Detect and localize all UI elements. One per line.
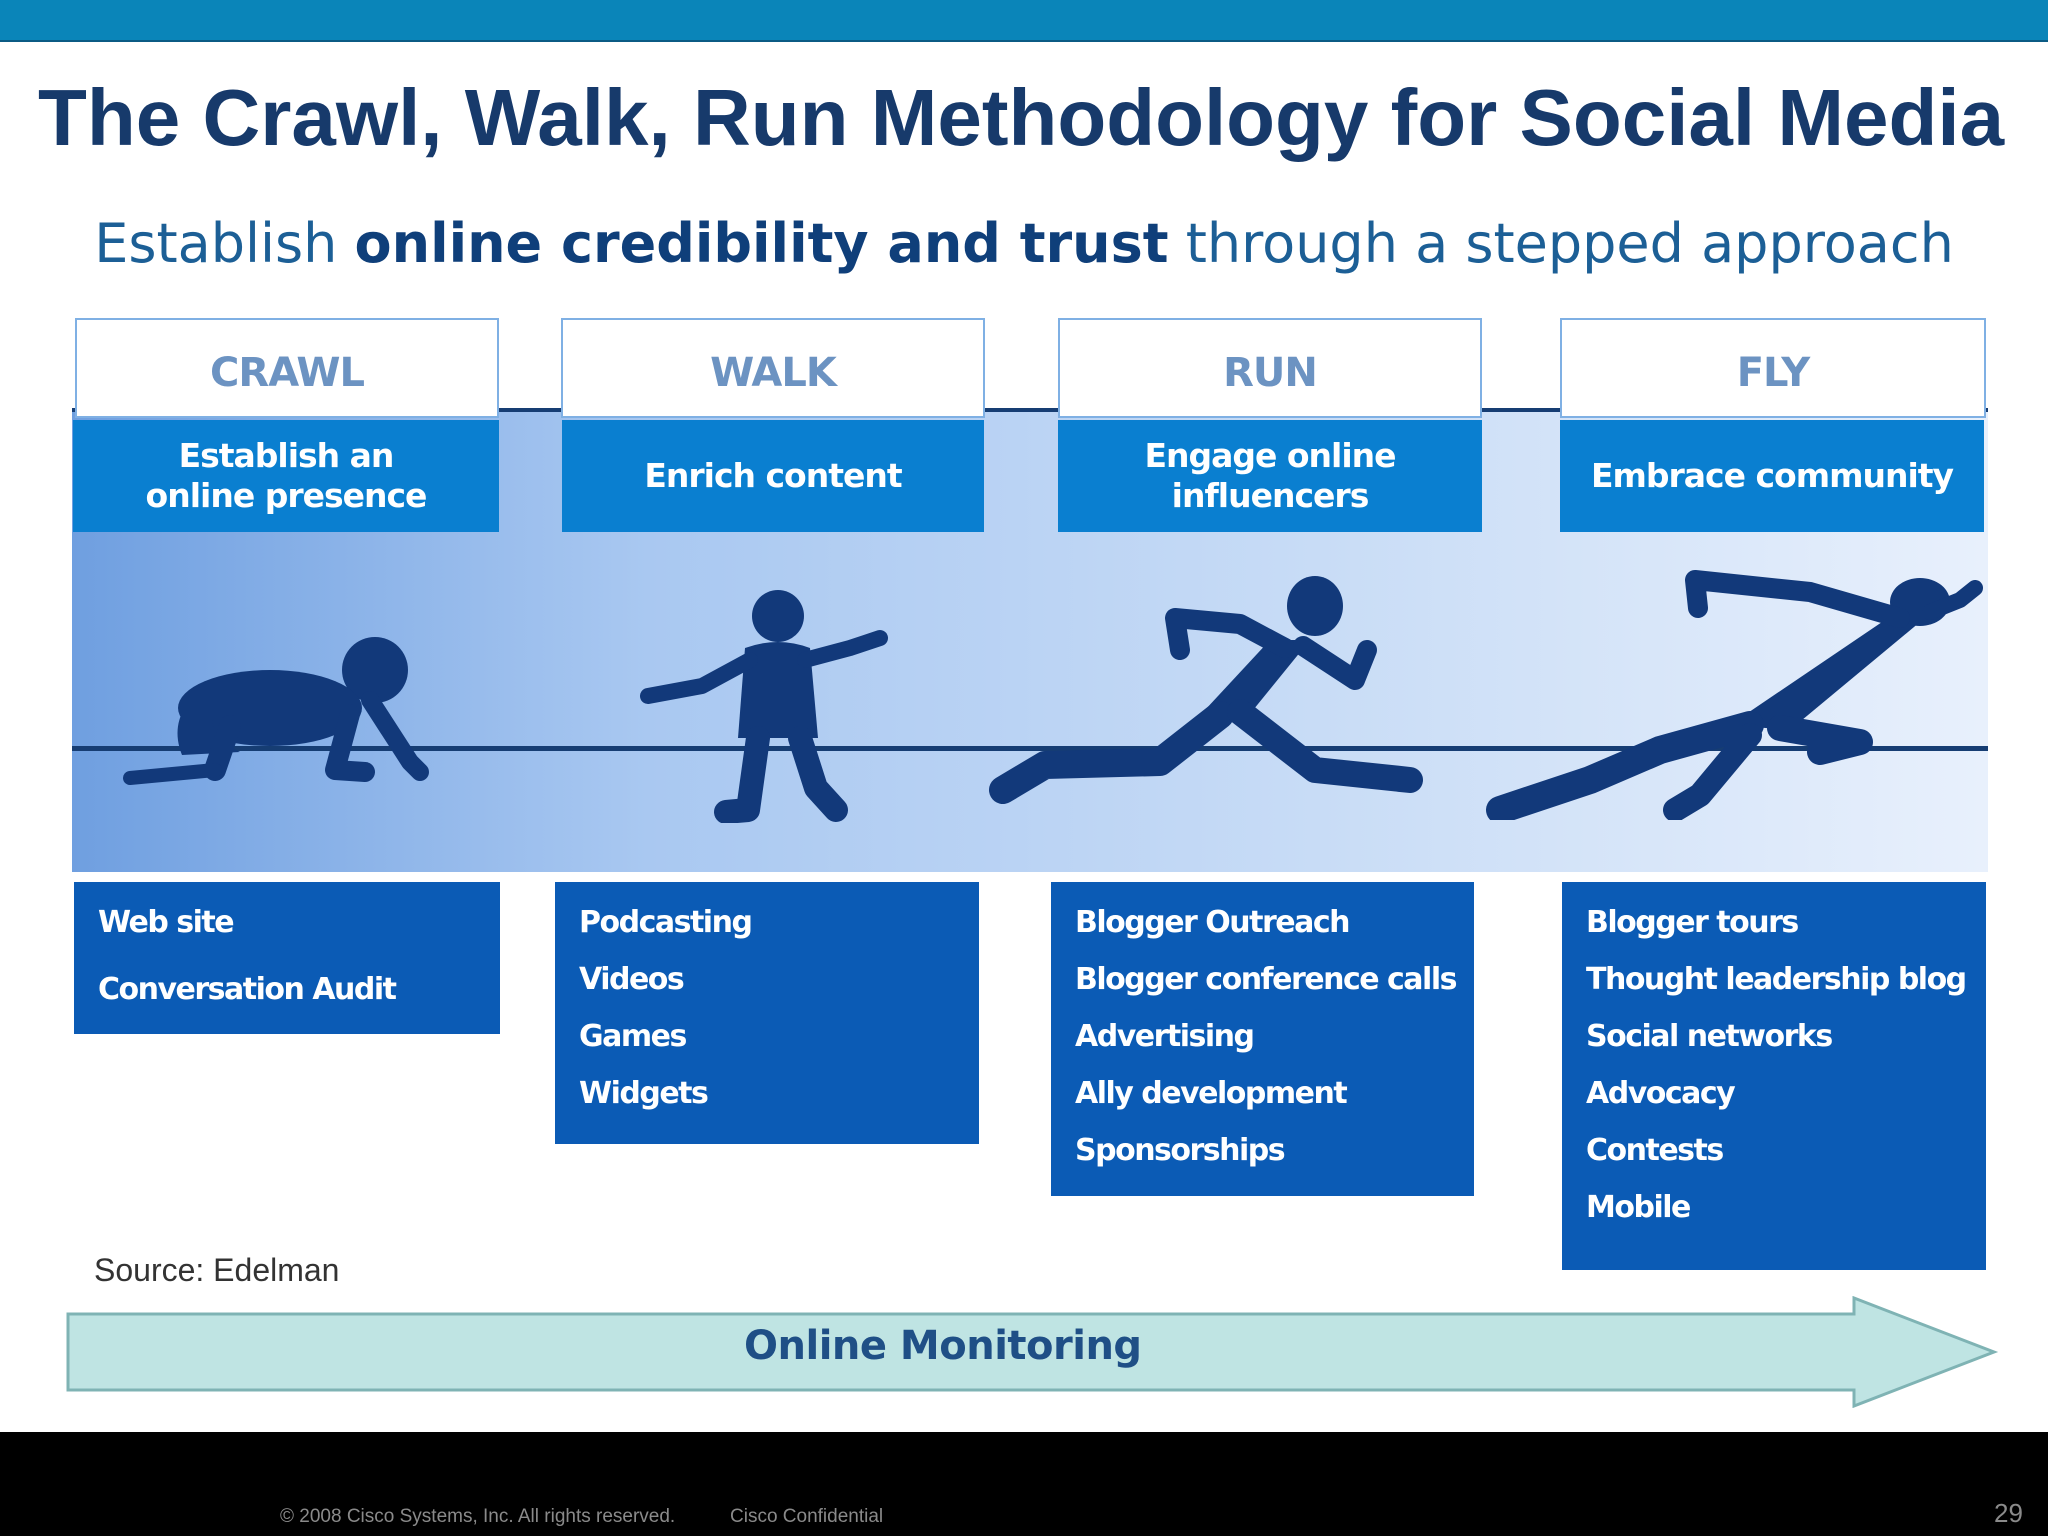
list-item: Blogger Outreach [1075, 905, 1350, 940]
slide-title: The Crawl, Walk, Run Methodology for Social Media [38, 73, 2005, 162]
subtitle-bold: online credibility and trust [354, 212, 1169, 275]
list-item: Blogger tours [1586, 905, 1798, 940]
list-item: Advocacy [1586, 1076, 1735, 1111]
list-item: Widgets [579, 1076, 708, 1111]
stage-name-crawl: CRAWL [210, 350, 364, 396]
subtitle-pre: Establish [94, 212, 355, 275]
list-item: Mobile [1586, 1190, 1690, 1225]
crawling-baby-icon [120, 630, 440, 790]
heading-run-line2: influencers [1171, 476, 1369, 515]
source-note: Source: Edelman [94, 1252, 340, 1288]
list-item: Videos [579, 962, 684, 997]
stage-heading-fly [1560, 420, 1984, 532]
stage-tab-walk [561, 318, 985, 418]
list-item: Advertising [1075, 1019, 1254, 1054]
stage-name-fly: FLY [1736, 350, 1810, 396]
slide-subtitle [0, 212, 2048, 275]
list-item: Thought leadership blog [1586, 962, 1966, 997]
running-person-icon [985, 570, 1445, 810]
activities-fly [1562, 882, 1986, 1270]
list-item: Ally development [1075, 1076, 1347, 1111]
stage-tab-fly [1560, 318, 1986, 418]
stage-tab-run [1058, 318, 1482, 418]
activities-walk [555, 882, 979, 1144]
stage-heading-walk [562, 420, 984, 532]
heading-fly: Embrace community [1590, 456, 1954, 495]
list-item: Web site [98, 905, 234, 940]
copyright-text: © 2008 Cisco Systems, Inc. All rights reserved. [280, 1506, 676, 1527]
confidential-label: Cisco Confidential [730, 1506, 884, 1527]
stage-tab-crawl [75, 318, 499, 418]
list-item: Contests [1586, 1133, 1723, 1168]
heading-run-line1: Engage online [1144, 436, 1396, 475]
list-item: Conversation Audit [98, 972, 396, 1007]
online-monitoring-label: Online Monitoring [744, 1323, 1142, 1369]
subtitle-post: through a stepped approach [1168, 212, 1954, 275]
list-item: Social networks [1586, 1019, 1832, 1054]
flying-person-icon [1480, 560, 1990, 820]
list-item: Podcasting [579, 905, 752, 940]
activities-run [1051, 882, 1474, 1196]
list-item: Blogger conference calls [1075, 962, 1456, 997]
stage-heading-crawl [73, 420, 499, 532]
heading-walk: Enrich content [644, 456, 902, 495]
walking-child-icon [640, 588, 890, 823]
top-bar [0, 0, 2048, 42]
list-item: Games [579, 1019, 686, 1054]
heading-crawl-line1: Establish an [178, 436, 394, 475]
stage-name-walk: WALK [710, 350, 836, 396]
page-number: 29 [1994, 1498, 2023, 1528]
activities-crawl [74, 882, 500, 1034]
list-item: Sponsorships [1075, 1133, 1285, 1168]
heading-crawl-line2: online presence [145, 476, 427, 515]
stage-name-run: RUN [1223, 350, 1317, 396]
stage-heading-run [1058, 420, 1482, 532]
